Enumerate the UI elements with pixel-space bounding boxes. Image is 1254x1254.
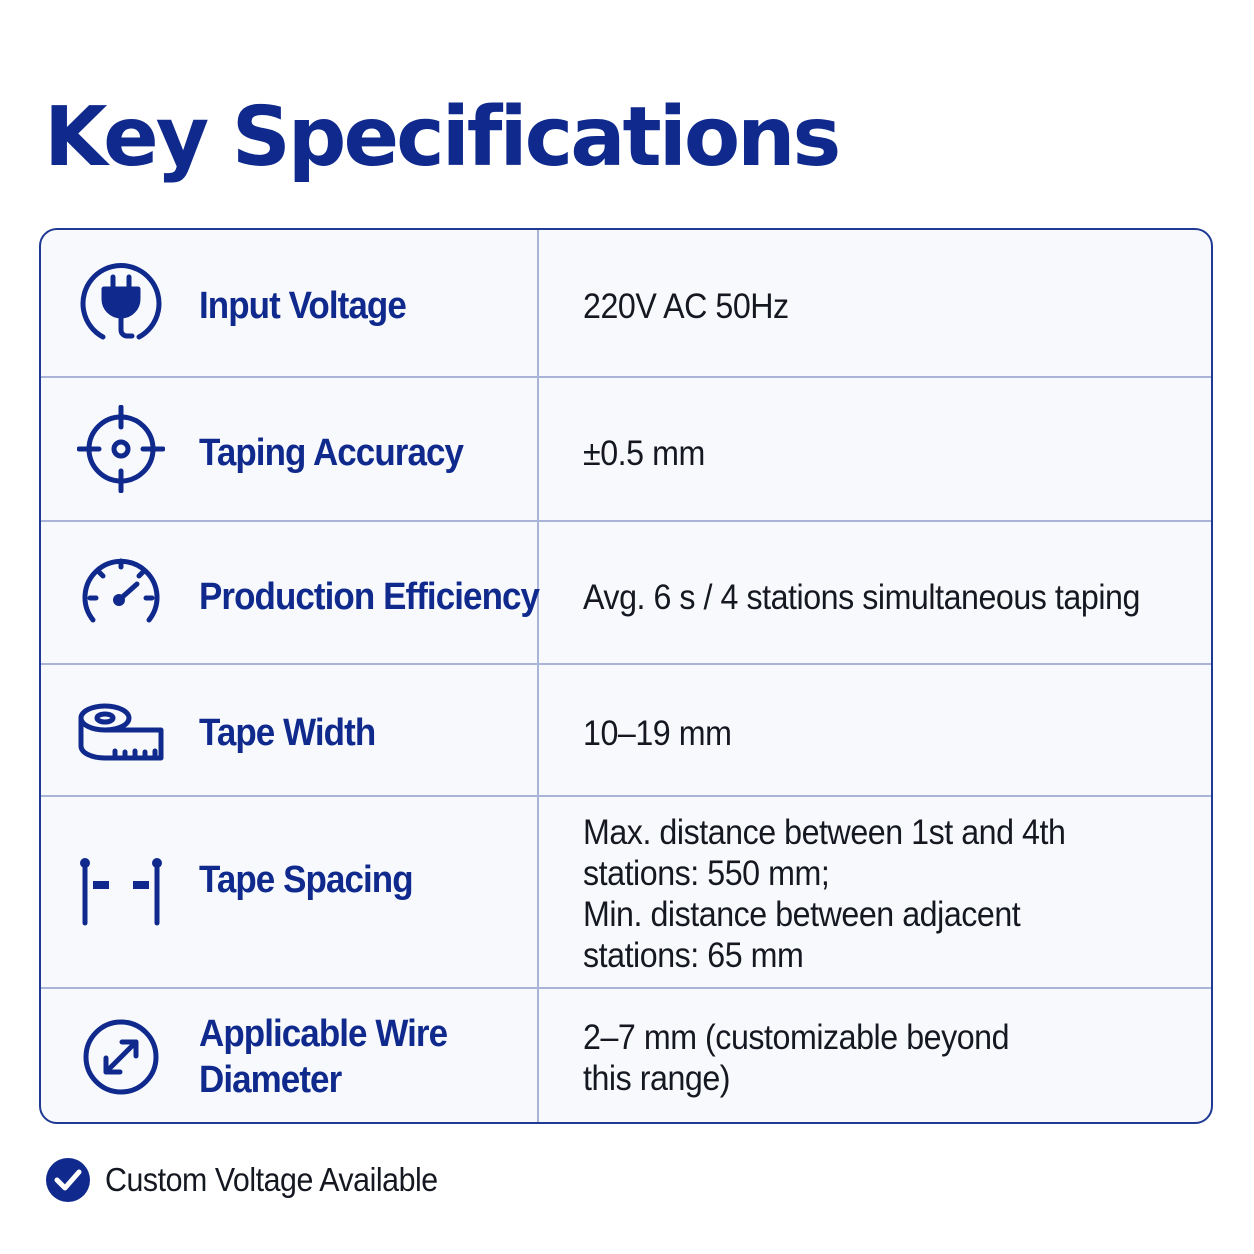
spec-label: Production Efficiency — [199, 576, 540, 618]
footer-text: Custom Voltage Available — [105, 1161, 438, 1198]
spec-label — [199, 1011, 503, 1103]
tape-roll-icon — [77, 685, 165, 773]
crosshair-icon — [77, 405, 165, 493]
spec-value-line: stations: 550 mm; — [583, 854, 830, 893]
spec-row-applicable-wire-diameter — [41, 987, 1211, 1124]
spec-value-line: this range) — [583, 1059, 731, 1098]
spec-value-line: Min. distance between adjacent — [583, 895, 1021, 934]
spec-value — [583, 1017, 1153, 1099]
spec-value: Avg. 6 s / 4 stations simultaneous taping — [583, 578, 1140, 617]
footer-note — [45, 1156, 467, 1204]
plug-icon — [77, 259, 165, 347]
spec-value: 10–19 mm — [583, 714, 732, 753]
spec-value: 220V AC 50Hz — [583, 287, 789, 326]
spec-label-line: Applicable Wire — [199, 1013, 448, 1055]
spec-label-line: Diameter — [199, 1059, 342, 1101]
spec-label: Tape Width — [199, 712, 376, 754]
spec-label: Input Voltage — [199, 285, 406, 327]
diameter-icon — [77, 1013, 165, 1101]
spec-label: Taping Accuracy — [199, 432, 464, 474]
spec-row-tape-width — [41, 663, 1211, 796]
spec-value-line: 2–7 mm (customizable beyond — [583, 1018, 1010, 1057]
spec-table — [39, 228, 1213, 1124]
spec-value-line: stations: 65 mm — [583, 936, 804, 975]
spec-row-production-efficiency — [41, 520, 1211, 664]
spec-label: Tape Spacing — [199, 859, 413, 901]
spec-row-tape-spacing — [41, 795, 1211, 988]
speedometer-icon — [77, 548, 165, 636]
spec-value: ±0.5 mm — [583, 434, 705, 473]
spec-row-taping-accuracy — [41, 376, 1211, 521]
spec-value — [583, 812, 1153, 976]
check-circle-icon — [45, 1157, 91, 1203]
spacing-icon — [77, 847, 165, 935]
spec-row-input-voltage — [41, 230, 1211, 377]
page-title: Key Specifications — [44, 90, 839, 185]
spec-value-line: Max. distance between 1st and 4th — [583, 813, 1066, 852]
